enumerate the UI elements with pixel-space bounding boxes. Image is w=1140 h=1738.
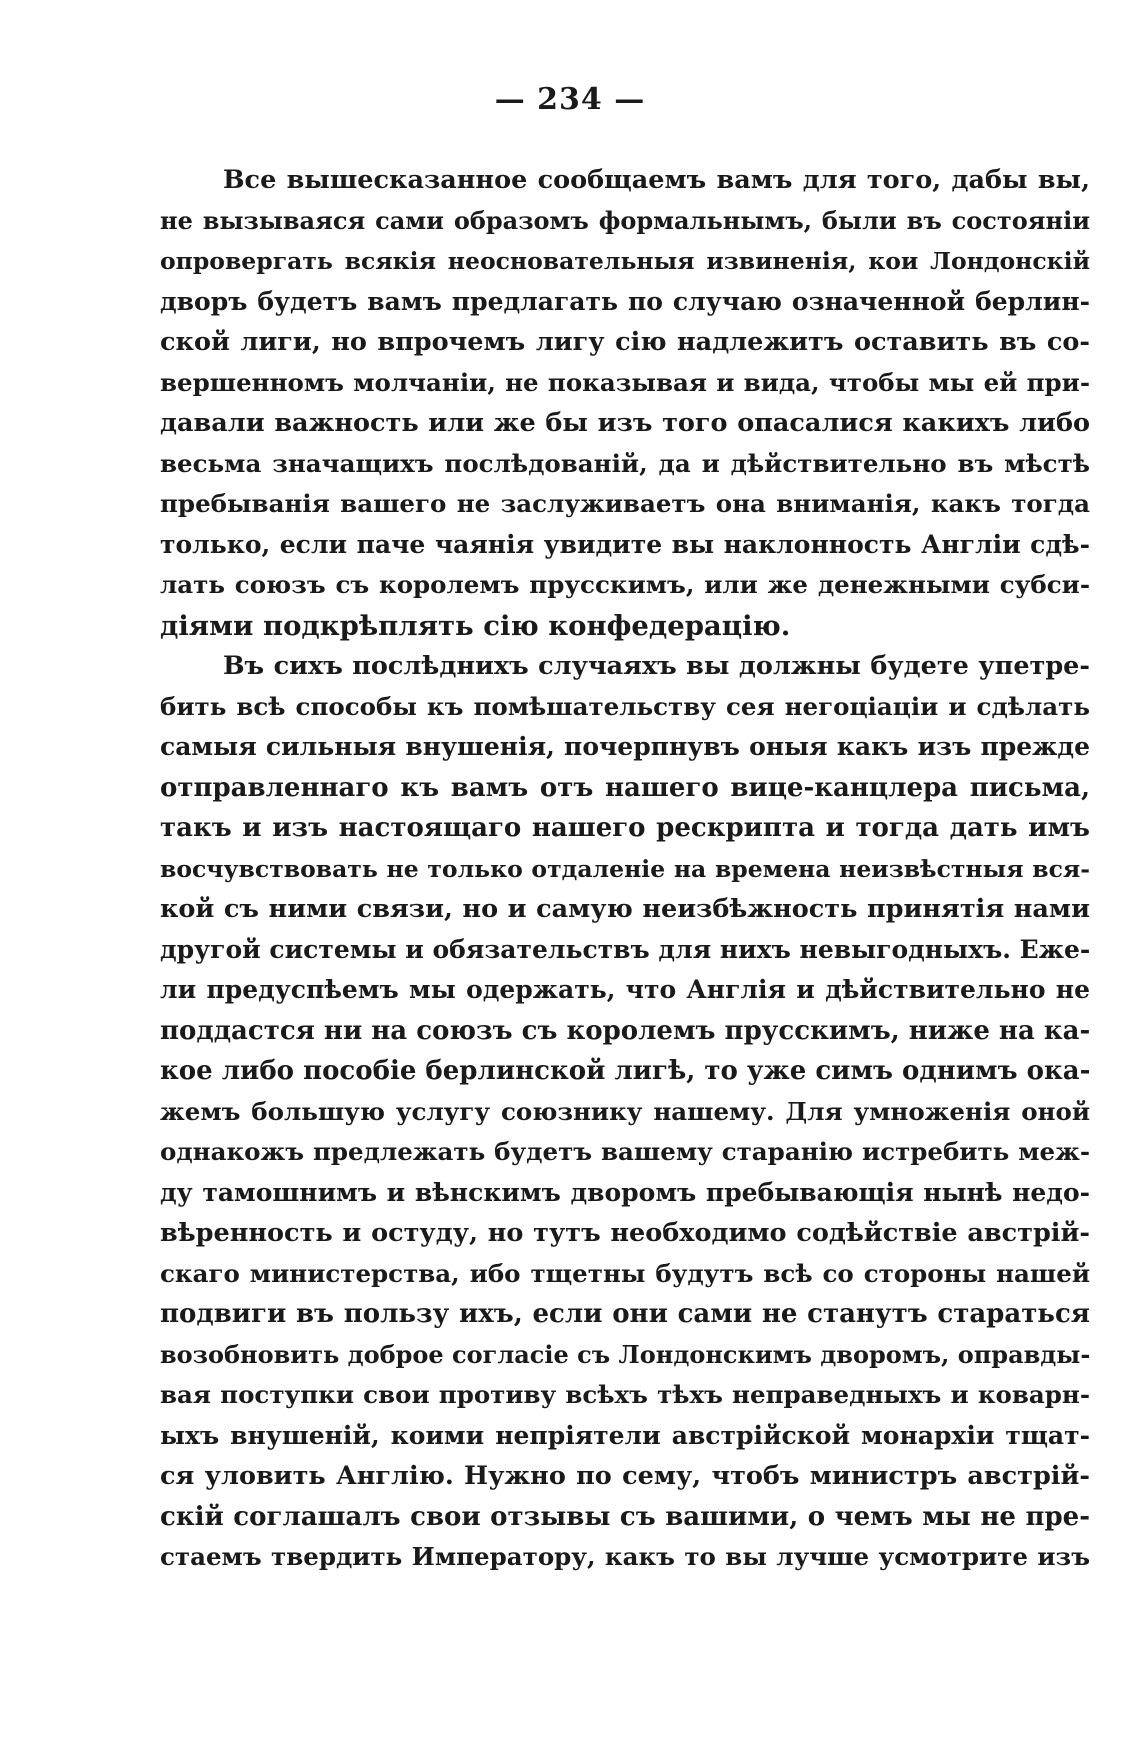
paragraph-1 [160, 160, 1090, 646]
text-line: ыхъ внушеній, коими непріятели австрійской монархіи тщат- [160, 1420, 1090, 1450]
text-line: Все вышесказанное сообщаемъ вамъ для того, дабы вы, [223, 165, 1090, 195]
text-line: дворъ будетъ вамъ предлагать по случаю означенной берлин- [160, 286, 1090, 316]
text-line: лать союзъ съ королемъ прусскимъ, или же денежными субси- [160, 570, 1090, 599]
text-line: однакожъ предлежать будетъ вашему старанію истребить меж- [160, 1137, 1090, 1166]
body-text [160, 160, 1090, 1578]
text-line: бить всѣ способы къ помѣшательству сея негоціаціи и сдѣлать [160, 691, 1090, 721]
text-line: возобновить доброе согласіе съ Лондонскимъ дворомъ, оправды- [160, 1339, 1090, 1369]
text-line: вѣренность и остуду, но тутъ необходимо содѣйствіе австрій- [160, 1218, 1090, 1248]
text-line: пребыванія вашего не заслуживаетъ она вниманія, какъ тогда [160, 489, 1090, 518]
text-line: подвиги въ пользу ихъ, если они сами не станутъ стараться [160, 1299, 1090, 1329]
text-line: ду тамошнимъ и вѣнскимъ дворомъ пребывающія нынѣ недо- [160, 1177, 1090, 1207]
paragraph-2 [160, 646, 1090, 1578]
text-line: ся уловить Англію. Нужно по сему, чтобъ министръ австрій- [160, 1461, 1090, 1491]
text-line: отправленнаго къ вамъ отъ нашего вице-канцлера письма, [160, 772, 1090, 803]
page-number: — 234 — [494, 82, 646, 117]
text-line: діями подкрѣплять сію конфедерацію. [160, 609, 791, 642]
text-line: не вызываяся сами образомъ формальнымъ, были въ состояніи [160, 205, 1090, 235]
text-line: скій соглашалъ свои отзывы съ вашими, о чемъ мы не пре- [160, 1501, 1090, 1532]
text-line: скаго министерства, ибо тщетны будутъ всѣ со стороны нашей [160, 1258, 1090, 1288]
text-line: опровергать всякія неосновательныя извиненія, кои Лондонскій [160, 247, 1090, 275]
text-line: самыя сильныя внушенія, почерпнувъ оныя какъ изъ прежде [160, 732, 1090, 761]
text-line: весьма значащихъ послѣдованій, да и дѣйствительно въ мѣстѣ [160, 448, 1090, 478]
text-line: ской лиги, но впрочемъ лигу сію надлежитъ оставить въ со- [160, 327, 1090, 357]
text-line: кое либо пособіе берлинской лигѣ, то уже симъ однимъ ока- [160, 1056, 1090, 1086]
text-line: ли предуспѣемъ мы одержать, что Англія и дѣйствительно не [160, 975, 1090, 1004]
text-line: другой системы и обязательствъ для нихъ невыгодныхъ. Еже- [160, 934, 1090, 964]
text-line: восчувствовать не только отдаленіе на времена неизвѣстныя вся- [160, 854, 1090, 883]
text-line: вершенномъ молчаніи, не показывая и вида, чтобы мы ей при- [160, 367, 1090, 397]
text-line: вая поступки свои противу всѣхъ тѣхъ неправедныхъ и коварн- [160, 1380, 1090, 1409]
text-line: жемъ большую услугу союзнику нашему. Для умноженія оной [160, 1096, 1090, 1126]
text-line: стаемъ твердить Императору, какъ то вы лучше усмотрите изъ [160, 1542, 1090, 1571]
text-line: кой съ ними связи, но и самую неизбѣжность принятія нами [160, 894, 1090, 924]
text-line: давали важность или же бы изъ того опасалися какихъ либо [160, 408, 1090, 438]
text-line: только, если паче чаянія увидите вы наклонность Англіи сдѣ- [160, 529, 1090, 559]
text-line: поддастся ни на союзъ съ королемъ прусскимъ, ниже на ка- [160, 1015, 1090, 1046]
text-line: такъ и изъ настоящаго нашего рескрипта и тогда дать имъ [160, 813, 1090, 843]
text-line: Въ сихъ послѣднихъ случаяхъ вы должны будете упетре- [223, 651, 1090, 681]
